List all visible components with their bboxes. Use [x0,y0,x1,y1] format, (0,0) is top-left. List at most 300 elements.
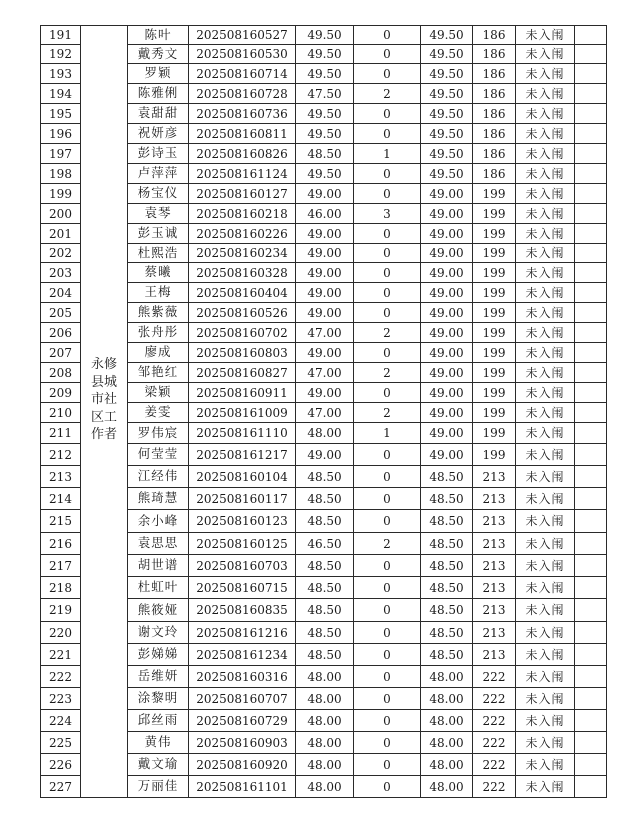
total-cell: 48.50 [421,466,473,488]
seq-cell: 222 [41,666,81,688]
rank-cell: 213 [473,466,516,488]
ticket-cell: 202508160707 [189,688,296,710]
ticket-cell: 202508160835 [189,599,296,622]
status-cell: 未入闱 [516,599,575,622]
name-cell: 袁甜甜 [128,104,189,124]
score-cell: 48.50 [296,488,354,510]
note-cell [575,283,607,303]
rank-cell: 186 [473,164,516,184]
bonus-cell: 3 [354,204,421,224]
total-cell: 49.50 [421,64,473,84]
note-cell [575,144,607,164]
seq-cell: 214 [41,488,81,510]
note-cell [575,732,607,754]
total-cell: 48.50 [421,644,473,666]
seq-cell: 227 [41,776,81,798]
name-cell: 张舟彤 [128,323,189,343]
ticket-cell: 202508160736 [189,104,296,124]
total-cell: 48.00 [421,666,473,688]
ticket-cell: 202508160127 [189,184,296,204]
note-cell [575,224,607,244]
seq-cell: 200 [41,204,81,224]
name-cell: 邱丝雨 [128,710,189,732]
ticket-cell: 202508161234 [189,644,296,666]
rank-cell: 222 [473,710,516,732]
note-cell [575,488,607,510]
name-cell: 祝妍彦 [128,124,189,144]
ticket-cell: 202508160903 [189,732,296,754]
bonus-cell: 0 [354,688,421,710]
name-cell: 熊琦慧 [128,488,189,510]
note-cell [575,363,607,383]
note-cell [575,776,607,798]
seq-cell: 203 [41,263,81,283]
total-cell: 49.00 [421,363,473,383]
total-cell: 48.50 [421,510,473,533]
rank-cell: 222 [473,732,516,754]
status-cell: 未入闱 [516,754,575,776]
name-cell: 蔡曦 [128,263,189,283]
status-cell: 未入闱 [516,224,575,244]
note-cell [575,533,607,555]
seq-cell: 199 [41,184,81,204]
ticket-cell: 202508160826 [189,144,296,164]
rank-cell: 213 [473,533,516,555]
ticket-cell: 202508160714 [189,64,296,84]
status-cell: 未入闱 [516,644,575,666]
note-cell [575,104,607,124]
score-cell: 48.50 [296,577,354,599]
bonus-cell: 1 [354,423,421,444]
status-cell: 未入闱 [516,64,575,84]
note-cell [575,184,607,204]
name-cell: 熊紫薇 [128,303,189,323]
rank-cell: 199 [473,343,516,363]
status-cell: 未入闱 [516,343,575,363]
ticket-cell: 202508160920 [189,754,296,776]
status-cell: 未入闱 [516,363,575,383]
bonus-cell: 2 [354,403,421,423]
total-cell: 48.00 [421,754,473,776]
department-label-line: 区工 [90,409,117,425]
name-cell: 廖成 [128,343,189,363]
rank-cell: 213 [473,577,516,599]
rank-cell: 199 [473,403,516,423]
status-cell: 未入闱 [516,577,575,599]
ticket-cell: 202508160404 [189,283,296,303]
name-cell: 余小峰 [128,510,189,533]
rank-cell: 199 [473,323,516,343]
score-cell: 49.50 [296,64,354,84]
bonus-cell: 0 [354,64,421,84]
name-cell: 陈雅俐 [128,84,189,104]
seq-cell: 212 [41,444,81,466]
note-cell [575,383,607,403]
ticket-cell: 202508160226 [189,224,296,244]
note-cell [575,444,607,466]
department-label-line: 县城 [90,374,117,390]
total-cell: 49.00 [421,383,473,403]
status-cell: 未入闱 [516,263,575,283]
total-cell: 49.00 [421,224,473,244]
rank-cell: 186 [473,45,516,64]
name-cell: 戴秀文 [128,45,189,64]
ticket-cell: 202508161216 [189,622,296,644]
total-cell: 49.50 [421,144,473,164]
note-cell [575,204,607,224]
name-cell: 胡世谱 [128,555,189,577]
bonus-cell: 0 [354,644,421,666]
seq-cell: 202 [41,244,81,263]
note-cell [575,644,607,666]
ticket-cell: 202508160729 [189,710,296,732]
score-cell: 49.00 [296,343,354,363]
note-cell [575,754,607,776]
rank-cell: 199 [473,184,516,204]
total-cell: 49.00 [421,444,473,466]
seq-cell: 226 [41,754,81,776]
seq-cell: 221 [41,644,81,666]
bonus-cell: 0 [354,754,421,776]
name-cell: 江经伟 [128,466,189,488]
seq-cell: 196 [41,124,81,144]
name-cell: 梁颖 [128,383,189,403]
score-cell: 49.00 [296,263,354,283]
seq-cell: 206 [41,323,81,343]
name-cell: 王梅 [128,283,189,303]
total-cell: 49.00 [421,323,473,343]
ticket-cell: 202508160703 [189,555,296,577]
results-sheet [40,25,607,798]
status-cell: 未入闱 [516,533,575,555]
bonus-cell: 0 [354,555,421,577]
note-cell [575,26,607,45]
bonus-cell: 0 [354,283,421,303]
total-cell: 48.50 [421,622,473,644]
status-cell: 未入闱 [516,164,575,184]
seq-cell: 191 [41,26,81,45]
score-cell: 48.50 [296,644,354,666]
seq-cell: 217 [41,555,81,577]
department-label-line: 市社 [90,392,117,408]
total-cell: 49.50 [421,124,473,144]
score-cell: 48.50 [296,555,354,577]
ticket-cell: 202508160530 [189,45,296,64]
rank-cell: 199 [473,363,516,383]
score-cell: 49.00 [296,383,354,403]
score-cell: 48.00 [296,732,354,754]
score-cell: 47.00 [296,363,354,383]
note-cell [575,84,607,104]
rank-cell: 186 [473,26,516,45]
score-cell: 49.50 [296,164,354,184]
bonus-cell: 1 [354,144,421,164]
rank-cell: 222 [473,688,516,710]
ticket-cell: 202508160827 [189,363,296,383]
status-cell: 未入闱 [516,555,575,577]
score-cell: 48.00 [296,423,354,444]
bonus-cell: 0 [354,224,421,244]
rank-cell: 186 [473,64,516,84]
seq-cell: 208 [41,363,81,383]
name-cell: 姜雯 [128,403,189,423]
score-cell: 48.00 [296,688,354,710]
note-cell [575,599,607,622]
score-cell: 49.00 [296,303,354,323]
score-cell: 48.00 [296,666,354,688]
rank-cell: 186 [473,124,516,144]
ticket-cell: 202508160911 [189,383,296,403]
ticket-cell: 202508160328 [189,263,296,283]
score-cell: 47.00 [296,403,354,423]
seq-cell: 197 [41,144,81,164]
seq-cell: 215 [41,510,81,533]
note-cell [575,45,607,64]
seq-cell: 224 [41,710,81,732]
note-cell [575,263,607,283]
ticket-cell: 202508160218 [189,204,296,224]
note-cell [575,64,607,84]
bonus-cell: 0 [354,732,421,754]
note-cell [575,323,607,343]
ticket-cell: 202508161217 [189,444,296,466]
total-cell: 48.50 [421,599,473,622]
name-cell: 彭娣娣 [128,644,189,666]
score-cell: 46.00 [296,204,354,224]
seq-cell: 211 [41,423,81,444]
bonus-cell: 0 [354,164,421,184]
seq-cell: 210 [41,403,81,423]
seq-cell: 225 [41,732,81,754]
name-cell: 杜熙浩 [128,244,189,263]
score-cell: 49.50 [296,104,354,124]
status-cell: 未入闱 [516,184,575,204]
ticket-cell: 202508160803 [189,343,296,363]
score-cell: 48.00 [296,710,354,732]
status-cell: 未入闱 [516,84,575,104]
rank-cell: 199 [473,224,516,244]
rank-cell: 222 [473,666,516,688]
total-cell: 48.00 [421,732,473,754]
name-cell: 袁琴 [128,204,189,224]
status-cell: 未入闱 [516,244,575,263]
score-cell: 48.00 [296,754,354,776]
ticket-cell: 202508160117 [189,488,296,510]
score-cell: 49.00 [296,184,354,204]
ticket-cell: 202508161124 [189,164,296,184]
bonus-cell: 0 [354,303,421,323]
name-cell: 彭玉诚 [128,224,189,244]
bonus-cell: 2 [354,533,421,555]
note-cell [575,622,607,644]
name-cell: 袁思思 [128,533,189,555]
note-cell [575,164,607,184]
status-cell: 未入闱 [516,403,575,423]
ticket-cell: 202508160526 [189,303,296,323]
department-label-line: 作者 [90,427,117,443]
score-cell: 49.50 [296,124,354,144]
bonus-cell: 0 [354,444,421,466]
status-cell: 未入闱 [516,26,575,45]
ticket-cell: 202508160104 [189,466,296,488]
note-cell [575,343,607,363]
status-cell: 未入闱 [516,383,575,403]
score-cell: 48.00 [296,776,354,798]
bonus-cell: 0 [354,622,421,644]
rank-cell: 213 [473,510,516,533]
total-cell: 48.00 [421,710,473,732]
bonus-cell: 0 [354,599,421,622]
total-cell: 49.00 [421,423,473,444]
name-cell: 熊筱娅 [128,599,189,622]
rank-cell: 199 [473,423,516,444]
status-cell: 未入闱 [516,688,575,710]
note-cell [575,577,607,599]
total-cell: 49.50 [421,26,473,45]
bonus-cell: 0 [354,26,421,45]
rank-cell: 186 [473,144,516,164]
department-cell [81,26,128,798]
total-cell: 49.50 [421,104,473,124]
total-cell: 48.50 [421,577,473,599]
bonus-cell: 0 [354,184,421,204]
status-cell: 未入闱 [516,104,575,124]
ticket-cell: 202508160702 [189,323,296,343]
seq-cell: 220 [41,622,81,644]
table-row [41,26,607,45]
status-cell: 未入闱 [516,283,575,303]
rank-cell: 199 [473,444,516,466]
total-cell: 49.00 [421,204,473,224]
seq-cell: 207 [41,343,81,363]
score-cell: 49.00 [296,244,354,263]
bonus-cell: 0 [354,666,421,688]
score-cell: 48.50 [296,144,354,164]
bonus-cell: 0 [354,104,421,124]
seq-cell: 216 [41,533,81,555]
total-cell: 49.00 [421,263,473,283]
bonus-cell: 0 [354,488,421,510]
score-cell: 48.50 [296,599,354,622]
status-cell: 未入闱 [516,124,575,144]
ticket-cell: 202508160527 [189,26,296,45]
note-cell [575,403,607,423]
bonus-cell: 2 [354,84,421,104]
rank-cell: 213 [473,599,516,622]
rank-cell: 199 [473,283,516,303]
score-cell: 49.00 [296,444,354,466]
total-cell: 49.00 [421,403,473,423]
rank-cell: 199 [473,383,516,403]
total-cell: 49.50 [421,45,473,64]
seq-cell: 205 [41,303,81,323]
score-cell: 48.50 [296,466,354,488]
bonus-cell: 2 [354,363,421,383]
status-cell: 未入闱 [516,204,575,224]
score-cell: 47.50 [296,84,354,104]
score-cell: 49.50 [296,26,354,45]
rank-cell: 199 [473,204,516,224]
name-cell: 彭诗玉 [128,144,189,164]
name-cell: 戴文瑜 [128,754,189,776]
seq-cell: 204 [41,283,81,303]
total-cell: 48.00 [421,688,473,710]
total-cell: 48.50 [421,488,473,510]
name-cell: 谢文玲 [128,622,189,644]
score-cell: 49.00 [296,224,354,244]
seq-cell: 192 [41,45,81,64]
score-cell: 48.50 [296,622,354,644]
ticket-cell: 202508160316 [189,666,296,688]
ticket-cell: 202508161101 [189,776,296,798]
rank-cell: 213 [473,622,516,644]
rank-cell: 213 [473,555,516,577]
note-cell [575,688,607,710]
total-cell: 49.00 [421,343,473,363]
seq-cell: 193 [41,64,81,84]
note-cell [575,710,607,732]
score-cell: 47.00 [296,323,354,343]
name-cell: 卢萍萍 [128,164,189,184]
seq-cell: 198 [41,164,81,184]
seq-cell: 195 [41,104,81,124]
bonus-cell: 0 [354,577,421,599]
ticket-cell: 202508160728 [189,84,296,104]
rank-cell: 199 [473,244,516,263]
bonus-cell: 0 [354,244,421,263]
bonus-cell: 0 [354,343,421,363]
status-cell: 未入闱 [516,510,575,533]
note-cell [575,423,607,444]
status-cell: 未入闱 [516,466,575,488]
name-cell: 黄伟 [128,732,189,754]
status-cell: 未入闱 [516,45,575,64]
note-cell [575,124,607,144]
results-table [40,25,607,798]
total-cell: 49.00 [421,244,473,263]
status-cell: 未入闱 [516,144,575,164]
bonus-cell: 0 [354,466,421,488]
ticket-cell: 202508160234 [189,244,296,263]
status-cell: 未入闱 [516,622,575,644]
status-cell: 未入闱 [516,666,575,688]
seq-cell: 218 [41,577,81,599]
ticket-cell: 202508161110 [189,423,296,444]
total-cell: 48.50 [421,533,473,555]
bonus-cell: 0 [354,263,421,283]
seq-cell: 194 [41,84,81,104]
ticket-cell: 202508160811 [189,124,296,144]
note-cell [575,510,607,533]
seq-cell: 223 [41,688,81,710]
name-cell: 杜虹叶 [128,577,189,599]
total-cell: 48.50 [421,555,473,577]
name-cell: 陈叶 [128,26,189,45]
total-cell: 49.00 [421,303,473,323]
seq-cell: 219 [41,599,81,622]
bonus-cell: 0 [354,383,421,403]
score-cell: 46.50 [296,533,354,555]
ticket-cell: 202508160125 [189,533,296,555]
total-cell: 49.50 [421,84,473,104]
status-cell: 未入闱 [516,423,575,444]
status-cell: 未入闱 [516,323,575,343]
ticket-cell: 202508161009 [189,403,296,423]
note-cell [575,466,607,488]
total-cell: 48.00 [421,776,473,798]
score-cell: 48.50 [296,510,354,533]
name-cell: 岳维妍 [128,666,189,688]
